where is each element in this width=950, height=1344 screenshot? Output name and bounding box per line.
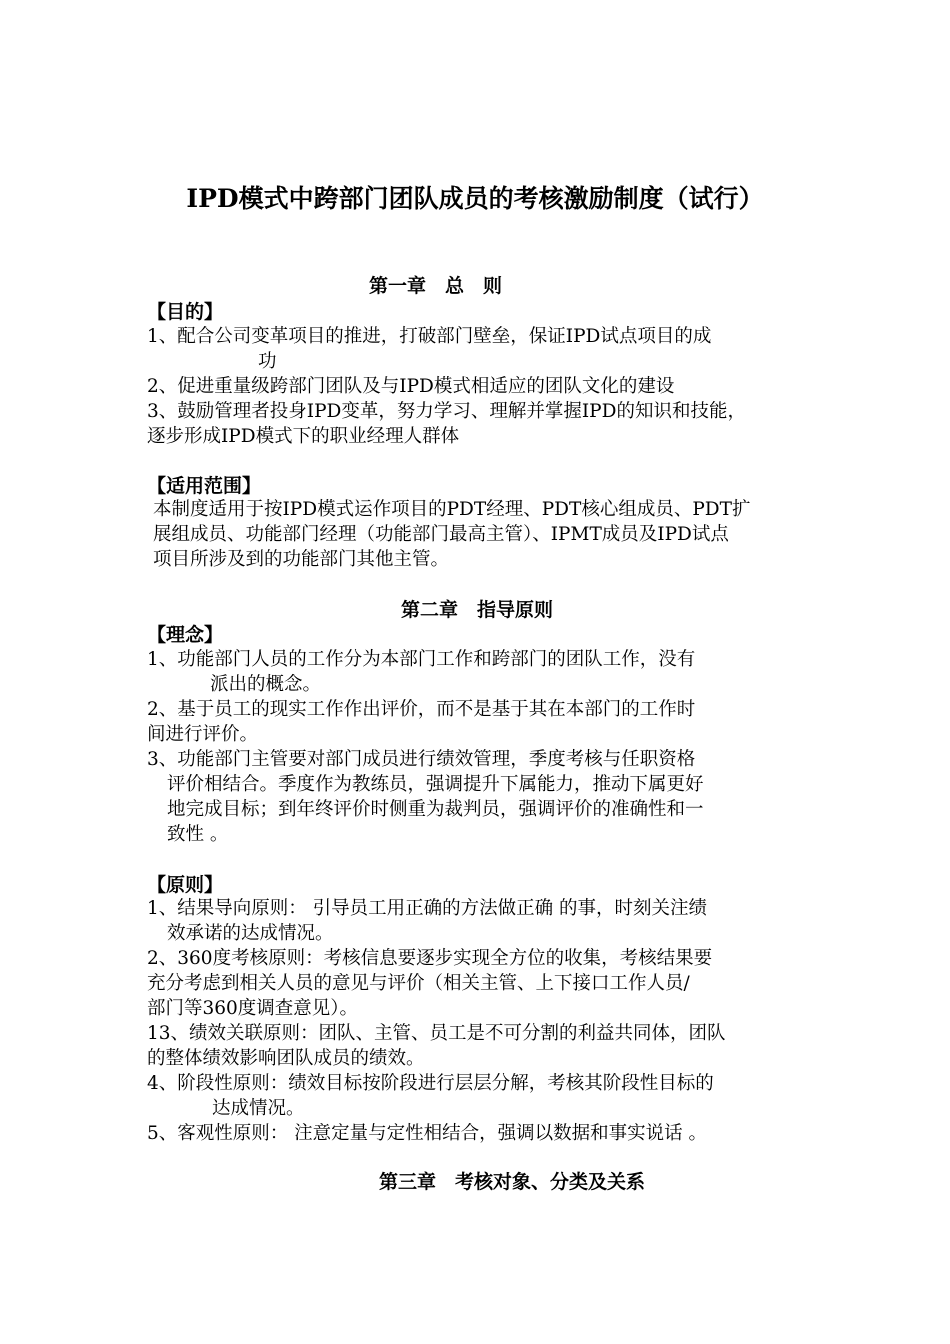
concept-item-2-cont: 间进行评价。 <box>147 724 259 745</box>
principles-heading: 【原则】 <box>147 874 224 896</box>
principle-item-4-cont: 达成情况。 <box>212 1098 305 1119</box>
chapter-3-heading: 第三章 考核对象、分类及关系 <box>379 1171 646 1193</box>
concept-item-1-cont: 派出的概念。 <box>210 674 322 695</box>
scope-line-3: 项目所涉及到的功能部门其他主管。 <box>153 549 450 570</box>
principle-item-1: 1、结果导向原则： 引导员工用正确的方法做正确 的事，时刻关注绩 <box>147 898 708 919</box>
scope-line-2: 展组成员、功能部门经理（功能部门最高主管）、IPMT成员及IPD试点 <box>153 524 729 545</box>
principle-item-3-cont: 的整体绩效影响团队成员的绩效。 <box>147 1048 425 1069</box>
principle-item-1-cont: 效承诺的达成情况。 <box>167 923 334 944</box>
principle-item-4: 4、阶段性原则：绩效目标按阶段进行层层分解，考核其阶段性目标的 <box>147 1073 714 1094</box>
concept-item-3-cont-1: 评价相结合。季度作为教练员，强调提升下属能力，推动下属更好 <box>167 774 704 795</box>
purpose-item-2: 2、促进重量级跨部门团队及与IPD模式相适应的团队文化的建设 <box>147 376 675 397</box>
purpose-item-1-cont: 功 <box>258 351 277 372</box>
principle-item-2-cont-1: 充分考虑到相关人员的意见与评价（相关主管、上下接口工作人员/ <box>147 973 690 994</box>
purpose-item-3-cont: 逐步形成IPD模式下的职业经理人群体 <box>147 426 460 447</box>
concept-item-1: 1、功能部门人员的工作分为本部门工作和跨部门的团队工作，没有 <box>147 649 696 670</box>
concept-item-3-cont-2: 地完成目标；到年终评价时侧重为裁判员，强调评价的准确性和一 <box>167 799 704 820</box>
scope-line-1: 本制度适用于按IPD模式运作项目的PDT经理、PDT核心组成员、PDT扩 <box>153 499 751 520</box>
concept-item-2: 2、基于员工的现实工作作出评价，而不是基于其在本部门的工作时 <box>147 699 696 720</box>
chapter-1-heading: 第一章 总 则 <box>369 275 503 297</box>
principle-item-5: 5、客观性原则： 注意定量与定性相结合，强调以数据和事实说话 。 <box>147 1123 708 1144</box>
concept-item-3-cont-3: 致性 。 <box>167 824 229 845</box>
chapter-2-heading: 第二章 指导原则 <box>401 599 554 621</box>
principle-item-2: 2、360度考核原则：考核信息要逐步实现全方位的收集，考核结果要 <box>147 948 713 969</box>
principle-item-2-cont-2: 部门等360度调查意见）。 <box>147 998 359 1019</box>
concept-item-3: 3、功能部门主管要对部门成员进行绩效管理，季度考核与任职资格 <box>147 749 696 770</box>
document-title: IPD模式中跨部门团队成员的考核激励制度（试行） <box>186 184 764 213</box>
purpose-item-1: 1、配合公司变革项目的推进，打破部门壁垒，保证IPD试点项目的成 <box>147 326 712 347</box>
principle-item-3: 13、绩效关联原则：团队、主管、员工是不可分割的利益共同体，团队 <box>147 1023 726 1044</box>
scope-heading: 【适用范围】 <box>147 475 262 497</box>
concept-heading: 【理念】 <box>147 624 224 646</box>
purpose-heading: 【目的】 <box>147 301 224 323</box>
purpose-item-3: 3、鼓励管理者投身IPD变革，努力学习、理解并掌握IPD的知识和技能， <box>147 401 746 422</box>
